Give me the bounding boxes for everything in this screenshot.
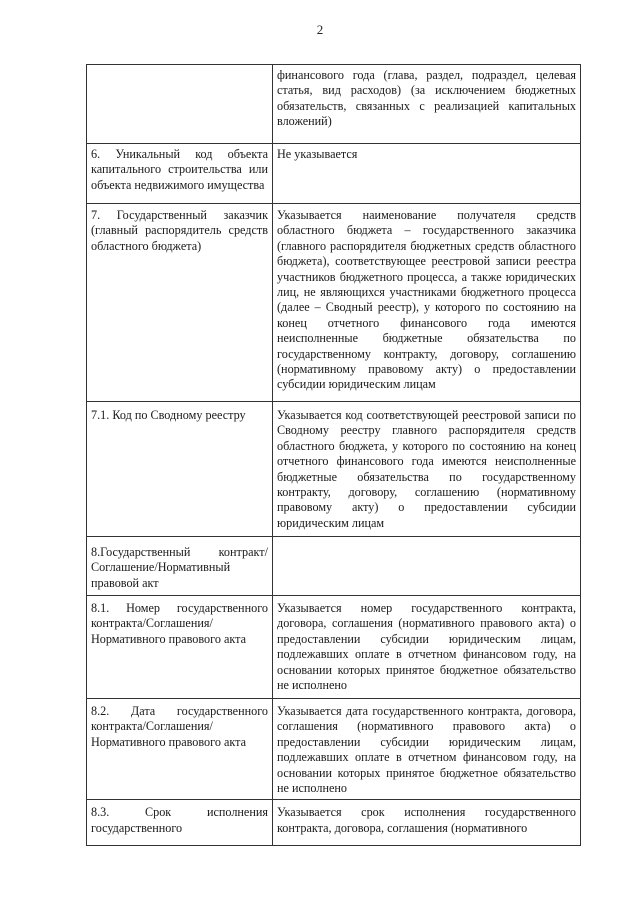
row-label: 8.2. Дата государственного контракта/Соглашения/Нормативного правового акта	[91, 704, 268, 749]
document-table	[86, 64, 581, 846]
table-cell-description	[273, 800, 581, 846]
row-description: Указывается срок исполнения государственного контракта, договора, соглашения (нормативного	[277, 805, 576, 835]
row-label: 7. Государственный заказчик (главный распорядитель средств областного бюджета)	[91, 208, 268, 253]
page-number: 2	[316, 22, 324, 37]
table-cell-label	[87, 144, 273, 204]
table-cell-label	[87, 537, 273, 596]
table-row	[87, 144, 581, 204]
table-cell-description	[273, 65, 581, 144]
table-cell-description	[273, 596, 581, 699]
table-cell-label	[87, 65, 273, 144]
row-label: 8.1. Номер государственного контракта/Соглашения/Нормативного правового акта	[91, 601, 268, 646]
row-description: Не указывается	[277, 147, 358, 161]
row-label: 8.3. Срок исполнения государственного	[91, 805, 268, 835]
row-description: Указывается номер государственного контракта, договора, соглашения (нормативного правового акта) о предоставлении субсидии юридическим лицам, подлежавших оплате в отчетном финансовом году, на основании которых принятое бюджетное обязательство не исполнено	[277, 601, 576, 693]
row-label: 6. Уникальный код объекта капитального строительства или объекта недвижимого имущества	[91, 147, 268, 192]
table-cell-label	[87, 596, 273, 699]
table-cell-description	[273, 204, 581, 402]
table-row	[87, 699, 581, 800]
row-description: финансового года (глава, раздел, подраздел, целевая статья, вид расходов) (за исключением бюджетных обязательств, связанных с реализацией капитальных вложений)	[277, 68, 576, 129]
table-cell-description	[273, 144, 581, 204]
table-cell-label	[87, 402, 273, 537]
table-cell-description	[273, 402, 581, 537]
row-description: Указывается дата государственного контракта, договора, соглашения (нормативного правового акта) о предоставлении субсидии юридическим лицам, подлежавших оплате в отчетном финансовом году, на основании которых принятое бюджетное обязательство не исполнено	[277, 704, 576, 796]
table-cell-description	[273, 537, 581, 596]
table-cell-label	[87, 699, 273, 800]
table-cell-label	[87, 800, 273, 846]
table-row	[87, 800, 581, 846]
row-label: 8.Государственный контракт/Соглашение/Нормативный правовой акт	[91, 545, 268, 590]
table-row	[87, 402, 581, 537]
row-label: 7.1. Код по Сводному реестру	[91, 408, 246, 422]
table-cell-description	[273, 699, 581, 800]
table-row	[87, 537, 581, 596]
row-description: Указывается наименование получателя средств областного бюджета – государственного заказчика (главного распорядителя бюджетных средств областного бюджета), соответствующее реестровой записи реестра участников бюджетного процесса, а также юридических лиц, не являющихся участниками бюджетного процесса (далее – Сводный реестр), у которого по состоянию на конец отчетного финансового года имеются неисполненные бюджетные обязательства по государственному контракту, договору, соглашению (нормативному правовому акту) о предоставлении субсидии юридическим лицам	[277, 208, 576, 392]
table-row	[87, 204, 581, 402]
table-row	[87, 65, 581, 144]
table-row	[87, 596, 581, 699]
row-description: Указывается код соответствующей реестровой записи по Сводному реестру главного распорядителя средств областного бюджета, у которого по состоянию на конец отчетного финансового года имеются неисполненные бюджетные обязательства по государственному контракту, договору, соглашению (нормативному правовому акту) о предоставлении субсидии юридическим лицам	[277, 408, 576, 530]
table-cell-label	[87, 204, 273, 402]
